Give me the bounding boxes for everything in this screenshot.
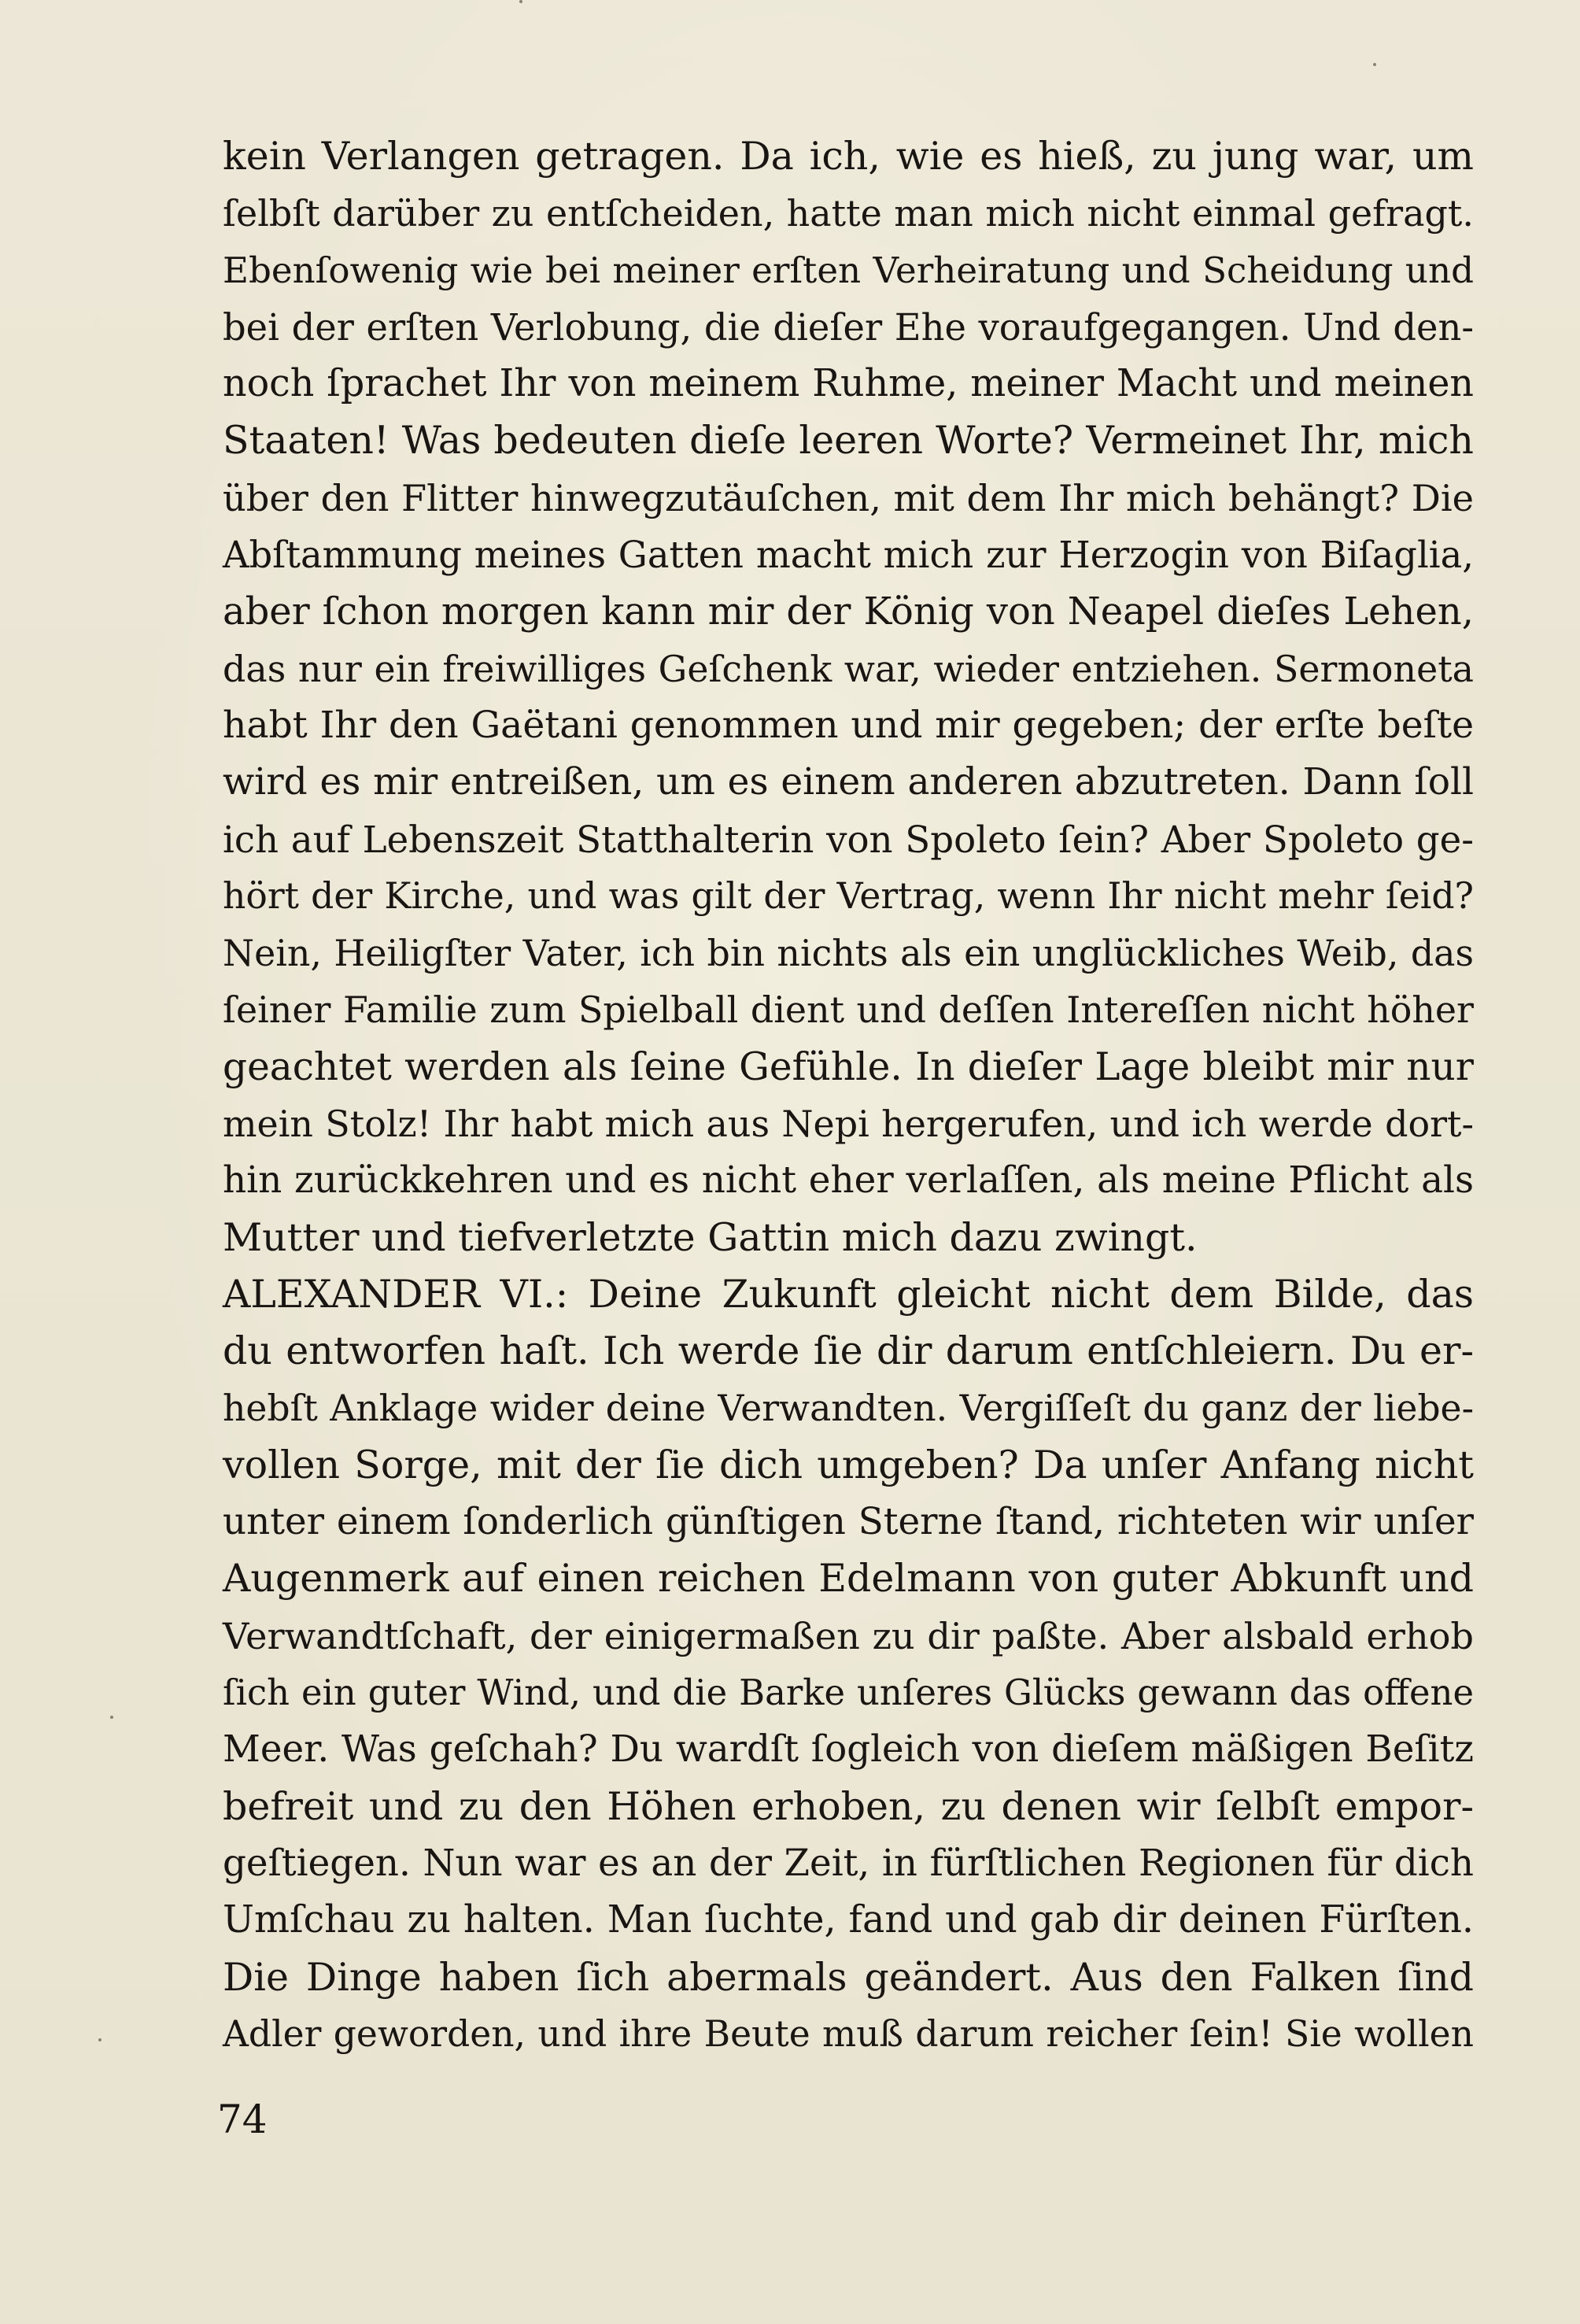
text-line: befreit und zu den Höhen erhoben, zu denen wir ſelbſt empor- bbox=[223, 1783, 1474, 1829]
text-line: das nur ein freiwilliges Geſchenk war, wieder entziehen. Sermoneta bbox=[223, 647, 1474, 690]
body-text bbox=[223, 128, 1474, 2063]
text-line: Adler geworden, und ihre Beute muß darum reicher ſein! Sie wollen bbox=[223, 2012, 1474, 2055]
paper-speck bbox=[1373, 63, 1376, 66]
text-line: Ebenſowenig wie bei meiner erſten Verheiratung und Scheidung und bbox=[223, 249, 1474, 291]
text-line: hin zurückkehren und es nicht eher verlaſſen, als meine Pflicht als bbox=[223, 1159, 1474, 1203]
page-number: 74 bbox=[217, 2097, 268, 2142]
text-line: du entworfen haſt. Ich werde ſie dir darum entſchleiern. Du er- bbox=[223, 1328, 1474, 1374]
text-line: ich auf Lebenszeit Statthalterin von Spoleto ſein? Aber Spoleto ge- bbox=[223, 818, 1474, 861]
text-line: hebſt Anklage wider deine Verwandten. Vergiſſeſt du ganz der liebe- bbox=[223, 1387, 1474, 1429]
text-line: geſtiegen. Nun war es an der Zeit, in fürſtlichen Regionen für dich bbox=[223, 1842, 1474, 1885]
text-line: habt Ihr den Gaëtani genommen und mir gegeben; der erſte beſte bbox=[223, 703, 1474, 747]
text-line: vollen Sorge, mit der ſie dich umgeben? Da unſer Anfang nicht bbox=[223, 1442, 1474, 1487]
text-line: ſich ein guter Wind, und die Barke unſeres Glücks gewann das offene bbox=[223, 1672, 1474, 1714]
paper-speck bbox=[519, 0, 522, 3]
text-line: Die Dinge haben ſich abermals geändert. Aus den Falken ſind bbox=[223, 1954, 1474, 2000]
text-line: Mutter und tiefverletzte Gattin mich dazu zwingt. bbox=[223, 1214, 1198, 1260]
text-line: bei der erſten Verlobung, die dieſer Ehe voraufgegangen. Und den- bbox=[223, 305, 1474, 349]
text-line: ſelbſt darüber zu entſcheiden, hatte man mich nicht einmal gefragt. bbox=[223, 192, 1474, 235]
text-line: aber ſchon morgen kann mir der König von Neapel dieſes Lehen, bbox=[223, 589, 1474, 634]
paper-speck bbox=[98, 2038, 102, 2041]
text-line: Meer. Was geſchah? Du wardſt ſogleich von dieſem mäßigen Beſitz bbox=[223, 1728, 1474, 1772]
text-line: ſeiner Familie zum Spielball dient und deſſen Intereſſen nicht höher bbox=[223, 988, 1474, 1032]
text-line: unter einem ſonderlich günſtigen Sterne ſtand, richteten wir unſer bbox=[223, 1501, 1474, 1544]
text-line: hört der Kirche, und was gilt der Vertrag, wenn Ihr nicht mehr ſeid? bbox=[223, 874, 1474, 917]
text-line: Nein, Heiligſter Vater, ich bin nichts als ein unglückliches Weib, das bbox=[223, 932, 1474, 975]
paper-speck bbox=[110, 1716, 113, 1719]
text-line: kein Verlangen getragen. Da ich, wie es hieß, zu jung war, um bbox=[223, 134, 1474, 179]
text-line: geachtet werden als ſeine Gefühle. In dieſer Lage bleibt mir nur bbox=[223, 1044, 1474, 1089]
text-line: Abſtammung meines Gatten macht mich zur Herzogin von Biſaglia, bbox=[223, 534, 1474, 577]
text-line: Umſchau zu halten. Man ſuchte, fand und gab dir deinen Fürſten. bbox=[223, 1898, 1474, 1942]
text-line: mein Stolz! Ihr habt mich aus Nepi hergerufen, und ich werde dort- bbox=[223, 1103, 1474, 1146]
text-line: wird es mir entreißen, um es einem anderen abzutreten. Dann ſoll bbox=[223, 760, 1474, 804]
text-line: Verwandtſchaft, der einigermaßen zu dir paßte. Aber alsbald erhob bbox=[223, 1614, 1474, 1657]
text-line: Staaten! Was bedeuten dieſe leeren Worte? Vermeinet Ihr, mich bbox=[223, 418, 1474, 464]
text-line: über den Flitter hinwegzutäuſchen, mit dem Ihr mich behängt? Die bbox=[223, 476, 1474, 519]
speaker-line: ALEXANDER VI.: Deine Zukunft gleicht nicht dem Bilde, das bbox=[223, 1271, 1474, 1317]
text-line: Augenmerk auf einen reichen Edelmann von guter Abkunft und bbox=[223, 1556, 1474, 1602]
text-line: noch ſprachet Ihr von meinem Ruhme, meiner Macht und meinen bbox=[223, 362, 1474, 406]
